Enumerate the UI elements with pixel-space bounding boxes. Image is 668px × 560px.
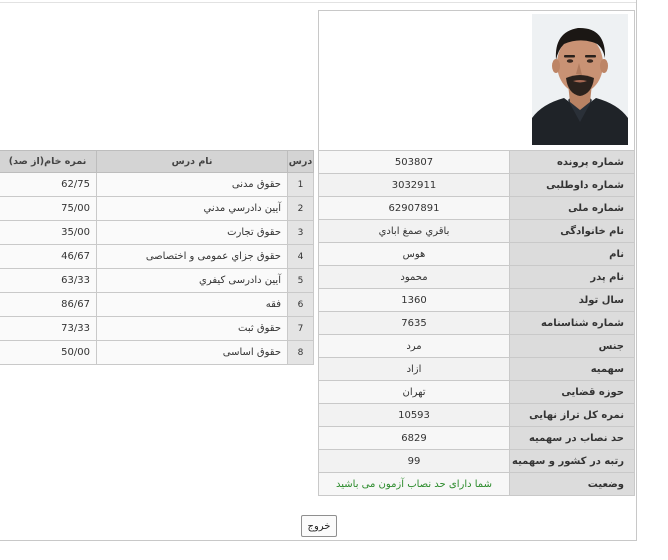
info-label: نام پدر [510,266,635,289]
info-row [319,312,635,335]
info-label: شماره شناسنامه [510,312,635,335]
info-row [319,266,635,289]
info-label: شماره ملی [510,197,635,220]
info-value: 99 [319,450,510,473]
grades-header-course: نام درس [97,151,288,173]
info-label: سال تولد [510,289,635,312]
course-score: 46/67 [0,245,97,269]
info-value: باقري صمغ ابادي [319,220,510,243]
info-label: نمره کل تراز نهایی [510,404,635,427]
course-name: حقوق تجارت [97,221,288,245]
photo-panel [318,10,635,151]
course-score: 50/00 [0,341,97,365]
grade-number: 2 [288,197,314,221]
info-row [319,450,635,473]
course-name: حقوق ثبت [97,317,288,341]
person-photo [532,14,628,145]
info-row [319,174,635,197]
info-value: 6829 [319,427,510,450]
info-value: 503807 [319,151,510,174]
info-row [319,381,635,404]
info-row [319,243,635,266]
course-name: آيين دادرسي مدني [97,197,288,221]
status-value: شما دارای حد نصاب آزمون می باشید [319,473,510,496]
info-row [319,289,635,312]
course-name: حقوق مدنی [97,173,288,197]
info-value: هوس [319,243,510,266]
info-label: حد نصاب در سهمیه [510,427,635,450]
info-value: ازاد [319,358,510,381]
info-label: شماره پرونده [510,151,635,174]
info-row [319,197,635,220]
course-score: 35/00 [0,221,97,245]
course-score: 63/33 [0,269,97,293]
info-label: سهمیه [510,358,635,381]
course-score: 62/75 [0,173,97,197]
info-value: محمود [319,266,510,289]
info-value: تهران [319,381,510,404]
info-row [319,358,635,381]
grade-number: 3 [288,221,314,245]
info-label: شماره داوطلبی [510,174,635,197]
info-value: 1360 [319,289,510,312]
top-divider [0,2,636,3]
grade-row [0,293,314,317]
grade-number: 5 [288,269,314,293]
course-name: حقوق اساسی [97,341,288,365]
grades-table [0,150,314,365]
grade-row [0,245,314,269]
info-label: حوزه قضایی [510,381,635,404]
course-name: آيين دادرسی كيفري [97,269,288,293]
grade-row [0,197,314,221]
course-name: فقه [97,293,288,317]
info-value: 62907891 [319,197,510,220]
grade-number: 1 [288,173,314,197]
info-label: وضعیت [510,473,635,496]
info-label: جنس [510,335,635,358]
grades-header-row [0,151,314,173]
course-score: 86/67 [0,293,97,317]
grade-row [0,269,314,293]
person-photo-icon [532,14,628,145]
student-info-table [318,150,635,496]
info-value: 3032911 [319,174,510,197]
info-value: 10593 [319,404,510,427]
grade-number: 7 [288,317,314,341]
info-label: رتبه در کشور و سهمیه [510,450,635,473]
info-row [319,220,635,243]
info-row [319,473,635,496]
info-row [319,404,635,427]
grades-header-num: درس [288,151,314,173]
course-name: حقوق جزاي عمومی و اختصاصی [97,245,288,269]
course-score: 75/00 [0,197,97,221]
grade-row [0,221,314,245]
grade-row [0,341,314,365]
grade-number: 8 [288,341,314,365]
exit-button[interactable]: خروج [301,515,337,537]
info-value: مرد [319,335,510,358]
info-label: نام [510,243,635,266]
info-row [319,335,635,358]
info-row [319,427,635,450]
grade-row [0,173,314,197]
grade-number: 6 [288,293,314,317]
info-row [319,151,635,174]
course-score: 73/33 [0,317,97,341]
grade-row [0,317,314,341]
grades-header-score: نمره خام(از صد) [0,151,97,173]
info-label: نام خانوادگی [510,220,635,243]
info-value: 7635 [319,312,510,335]
grade-number: 4 [288,245,314,269]
